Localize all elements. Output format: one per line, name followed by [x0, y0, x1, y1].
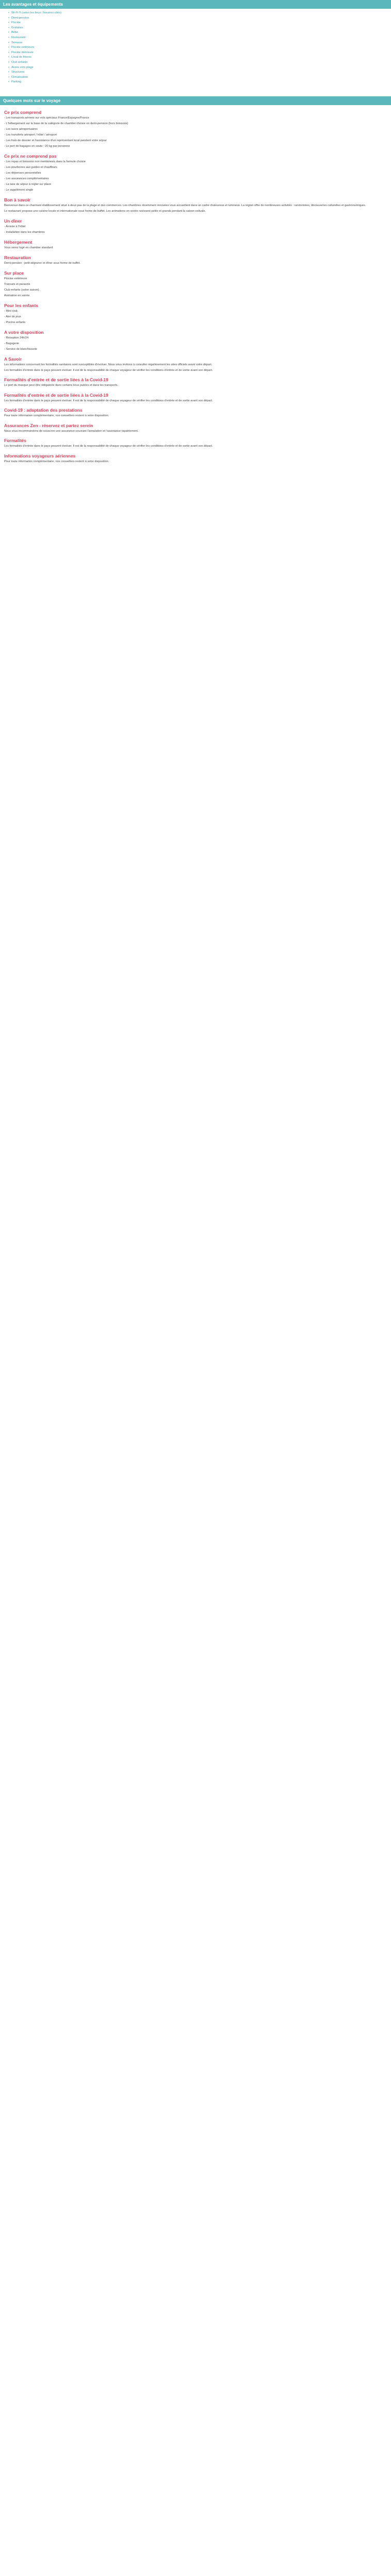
info-section-title: Bon à savoir: [4, 197, 31, 202]
hotel-activities: [0, 303, 391, 352]
health-subtitle-2: Formalités d'entrée et de sortie liées à la Covid-19: [4, 392, 108, 398]
hotel-section-title: Sur place: [4, 270, 24, 276]
amenity-item: • Accès vers plage: [8, 65, 391, 71]
info-section-line: - Le port de bagages en soute : 20 kg par personne: [4, 144, 70, 148]
hotel-section-title: Un dîner: [4, 218, 22, 224]
info-sections: [0, 110, 391, 214]
info-section-title: Ce prix comprend: [4, 109, 42, 115]
paragraph-1b: Les formalités d'entrée dans le pays peuvent évoluer. Il est de la responsabilité de chaque voyageur de vérifier les conditions d'entrée et de sortie avant son départ.: [4, 399, 213, 402]
info-section-line: - Les assurances complémentaires: [4, 177, 49, 180]
info-section-line: - La taxe de séjour à régler sur place: [4, 182, 52, 186]
paragraph-1: Les formalités d'entrée dans le pays peuvent évoluer. Il est de la responsabilité de chaque voyageur de vérifier les conditions d'entrée et de sortie avant son départ.: [4, 368, 213, 372]
transfer-item: - Réception 24h/24: [4, 336, 29, 340]
paragraph-3: Nous vous recommandons de souscrire une assurance couvrant l'annulation et l'assistance rapatriement.: [4, 429, 139, 433]
info-section-line: Bienvenue dans ce charmant établissement situé à deux pas de la plage et des commerces. Les chambres récemment rénovées vous accueillent dans un cadre chaleureux et lumineux. La région offre de nombreuses activités : randonnées, découvertes culturelles et gastronomiques.: [4, 204, 366, 207]
health-subtitle-6: Informations voyageurs aériennes: [4, 453, 76, 459]
amenity-item: • Restaurant: [8, 36, 391, 41]
info-section-title: Ce prix ne comprend pas: [4, 153, 57, 159]
activity-item: - Mini-club: [4, 309, 18, 313]
amenity-item: • Structures: [8, 70, 391, 75]
info-section-line: - Le supplément single: [4, 188, 34, 192]
info-section-line: - Les dépenses personnelles: [4, 171, 41, 175]
hotel-section-line: - Installation dans les chambres: [4, 230, 45, 234]
info-section-line: - Les pourboires aux guides et chauffeurs: [4, 165, 57, 169]
transfer-item: - Bagagerie: [4, 342, 19, 345]
amenity-item: • Climatisation: [8, 75, 391, 80]
info-section-line: - Les transports aériens sur vols spéciaux France/Espagne/France: [4, 116, 89, 120]
activities-list: [4, 309, 387, 325]
amenity-item: • Club enfants: [8, 60, 391, 65]
info-section-line: - Les repas et boissons non mentionnés dans la formule choisie: [4, 160, 86, 163]
info-section-line: - Les frais de dossier et l'assistance d'un représentant local pendant votre séjour: [4, 139, 107, 142]
info-section-line: - L'hébergement sur la base de la catégorie de chambre choisie en demi-pension (hors boissons): [4, 122, 128, 125]
activity-item: - Piscine enfants: [4, 320, 26, 324]
hotel-section-title: Restauration: [4, 255, 31, 260]
paragraph-4: Pour toute information complémentaire, nos conseillers restent à votre disposition.: [4, 414, 109, 418]
hotel-section-line: Transats et parasols: [4, 282, 30, 286]
hotel-section-line: - Arrivée à l'hôtel: [4, 225, 26, 228]
health-title: A Savoir: [4, 356, 22, 362]
amenities-header: Les avantages et équipements: [0, 0, 391, 9]
amenity-item: • Wi-Fi ® (selon les lieux / horaires cités): [8, 11, 391, 16]
hotel-section-line: Animation en soirée: [4, 294, 30, 297]
amenity-item: • Piscine extérieure: [8, 45, 391, 50]
paragraph-2: Le port du masque peut être obligatoire dans certains lieux publics et dans les transports.: [4, 384, 119, 387]
amenity-item: • Gratuites: [8, 26, 391, 31]
health-intro: Les informations concernant les formalités sanitaires sont susceptibles d'évoluer. Nous vous invitons à consulter régulièrement les sites officiels avant votre départ.: [4, 363, 213, 366]
amenity-item: • Local de fitness: [8, 55, 391, 60]
page: [0, 0, 391, 470]
amenity-item: • Parking: [8, 80, 391, 85]
activity-item: - Aire de jeux: [4, 315, 21, 318]
health-subtitle-1: Formalités d'entrée et de sortie liées à la Covid-19: [4, 377, 108, 383]
info-header: Quelques mots sur le voyage: [0, 96, 391, 105]
health-subtitle-4: Assurances Zen - réservez et partez serein: [4, 422, 93, 428]
amenity-item: • Terrasse: [8, 41, 391, 46]
paragraph-4b: Pour toute information complémentaire, nos conseillers restent à votre disposition.: [4, 460, 109, 464]
amenities-list: [4, 11, 391, 85]
amenity-item: • Demi-pension: [8, 16, 391, 21]
transfer-item: - Service de blanchisserie: [4, 347, 38, 351]
amenity-item: • Piscine: [8, 21, 391, 26]
activities-title: Pour les enfants: [4, 302, 39, 308]
health-section: [0, 357, 391, 464]
paragraph-1c: Les formalités d'entrée dans le pays peuvent évoluer. Il est de la responsabilité de chaque voyageur de vérifier les conditions d'entrée et de sortie avant son départ.: [4, 445, 213, 448]
info-section-line: - Les taxes aéroportuaires: [4, 127, 38, 131]
health-subtitle-3: Covid-19 : adaptation des prestations: [4, 408, 83, 413]
amenity-item: • Bébé: [8, 30, 391, 36]
transfer-list: [4, 336, 387, 352]
hotel-section-line: Club enfants (selon saison): [4, 288, 39, 292]
info-section-line: - Les transferts aéroport / hôtel / aéroport: [4, 133, 57, 137]
hotel-section-title: Hébergement: [4, 239, 32, 245]
hotel-section-line: Vous serez logé en chambre standard: [4, 246, 53, 249]
hotel-section-line: Demi-pension : petit-déjeuner et dîner sous forme de buffet.: [4, 261, 80, 265]
hotel-sections: [0, 219, 391, 298]
transfer-title: A votre disposition: [4, 329, 44, 335]
info-section-line: Le restaurant propose une cuisine locale et internationale sous forme de buffet. Les animations en soirée ravissent petits et grands pendant la saison estivale.: [4, 209, 206, 213]
hotel-section-line: Piscine extérieure: [4, 277, 27, 280]
health-subtitle-5: Formalités: [4, 438, 26, 444]
amenity-item: • Piscine intérieure: [8, 50, 391, 56]
